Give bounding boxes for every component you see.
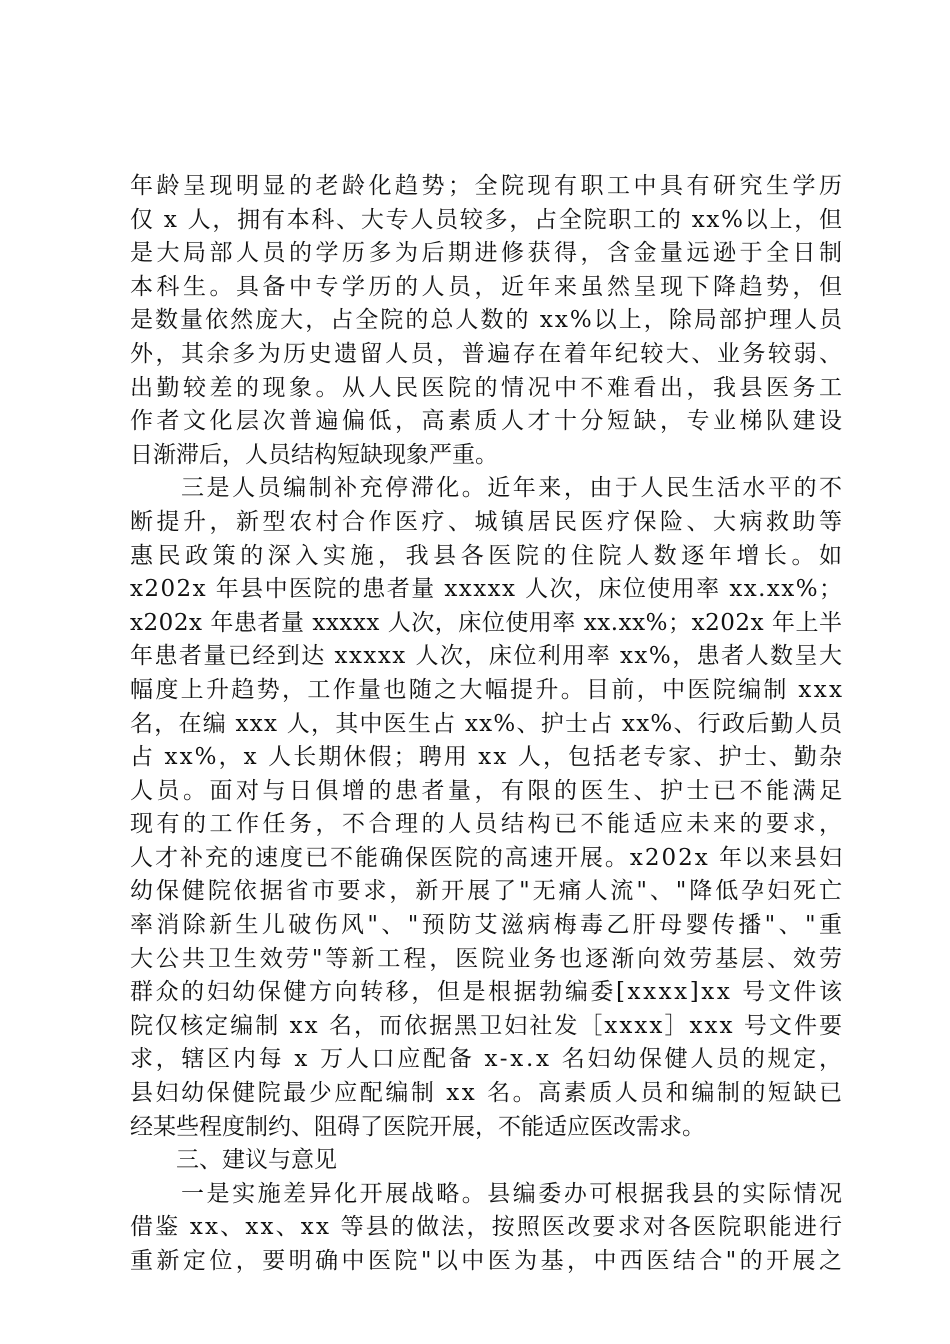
text-line-content: 幅度上升趋势，工作量也随之大幅提升。目前，中医院编制 xxx: [130, 676, 845, 703]
text-line: [130, 372, 846, 406]
text-line-content: 是大局部人员的学历多为后期进修获得，含金量远逊于全日制: [130, 240, 846, 267]
text-line-content: 本科生。具备中专学历的人员，近年来虽然呈现下降趋势，但: [130, 273, 846, 300]
text-line-content: x202x 年县中医院的患者量 xxxxx 人次，床位使用率 xx.xx%；: [130, 576, 844, 603]
text-line-content: 院仅核定编制 xx 名，而依据黑卫妇社发［xxxx］xxx 号文件要: [130, 1012, 845, 1039]
text-line-content: 借鉴 xx、xx、xx 等县的做法，按照医改要求对各医院职能进行: [130, 1214, 845, 1241]
text-line: [130, 808, 846, 842]
text-line: [130, 943, 845, 977]
text-line: [130, 708, 842, 742]
text-line-content: 三是人员编制补充停滞化。近年来，由于人民生活水平的不: [130, 475, 845, 502]
text-line: [130, 237, 846, 271]
text-line-content: 三、建议与意见: [130, 1147, 337, 1174]
text-line-content: 率消除新生儿破伤风"、"预防艾滋病梅毒乙肝母婴传播"、"重: [130, 912, 846, 939]
text-line: [130, 976, 845, 1010]
text-line-content: 惠民政策的深入实施，我县各医院的住院人数逐年增长。如: [130, 542, 847, 569]
text-line: [130, 741, 845, 775]
text-line: [130, 909, 846, 943]
text-line-content: 人员。面对与日俱增的患者量，有限的医生、护士已不能满足: [130, 777, 846, 804]
text-line-content: 大公共卫生效劳"等新工程，医院业务也逐渐向效劳基层、效劳: [130, 945, 845, 972]
text-line-content: 幼保健院依据省市要求，新开展了"无痛人流"、"降低孕妇死亡: [130, 878, 845, 905]
text-line: [130, 204, 842, 238]
text-line-content: 人才补充的速度已不能确保医院的高速开展。x202x 年以来县妇: [130, 844, 844, 871]
text-line-content: 名，在编 xxx 人，其中医生占 xx%、护士占 xx%、行政后勤人员: [130, 710, 844, 737]
text-line-content: 是数量依然庞大，占全院的总人数的 xx%以上，除局部护理人员: [130, 307, 845, 334]
text-line-content: 县妇幼保健院最少应配编制 xx 名。高素质人员和编制的短缺已: [130, 1080, 845, 1107]
text-line-content: 重新定位，要明确中医院"以中医为基，中西医结合"的开展之: [130, 1248, 846, 1274]
text-line-content: 外，其余多为历史遗留人员，普遍存在着年纪较大、业务较弱、: [130, 340, 845, 367]
text-line-content: 仅 x 人，拥有本科、大专人员较多，占全院职工的 xx%以上，但: [130, 206, 844, 233]
text-line-content: 求，辖区内每 x 万人口应配备 x-x.x 名妇幼保健人员的规定，: [130, 1046, 845, 1073]
text-line: [130, 506, 846, 540]
text-line: [130, 1010, 845, 1044]
text-line: [130, 271, 846, 305]
text-line: [130, 573, 842, 607]
text-line-content: 经某些程度制约、阻碍了医院开展，不能适应医改需求。: [130, 1113, 705, 1140]
text-line: [130, 540, 847, 574]
text-line: [130, 1144, 842, 1178]
text-line: [130, 405, 846, 439]
text-line: [130, 472, 845, 506]
body-text: [130, 170, 847, 1279]
text-line: [130, 1043, 845, 1077]
text-line: [130, 674, 845, 708]
text-line-content: 日渐滞后，人员结构短缺现象严重。: [130, 441, 498, 468]
text-line: [130, 1111, 842, 1145]
text-line: [130, 439, 842, 473]
text-line-content: 断提升，新型农村合作医疗、城镇居民医疗保险、大病救助等: [130, 508, 846, 535]
text-line: [130, 1245, 846, 1279]
text-line-content: 群众的妇幼保健方向转移，但是根据勃编委[xxxx]xx 号文件该: [130, 979, 845, 1006]
text-line: [130, 1077, 845, 1111]
text-line: [130, 607, 842, 641]
text-line: [130, 304, 845, 338]
text-line-content: 年患者量已经到达 xxxxx 人次，床位利用率 xx%，患者人数呈大: [130, 643, 844, 670]
text-line-content: 现有的工作任务，不合理的人员结构已不能适应未来的要求，: [130, 811, 846, 838]
text-line: [130, 842, 842, 876]
text-line: [130, 875, 845, 909]
text-line: [130, 1178, 845, 1212]
text-line-content: 作者文化层次普遍偏低，高素质人才十分短缺，专业梯队建设: [130, 408, 846, 435]
text-line-content: 年龄呈现明显的老龄化趋势；全院现有职工中具有研究生学历: [130, 173, 846, 199]
text-line: [130, 170, 846, 204]
text-line-content: 一是实施差异化开展战略。县编委办可根据我县的实际情况: [130, 1180, 845, 1207]
text-line-content: x202x 年患者量 xxxxx 人次，床位使用率 xx.xx%；x202x 年上半: [130, 609, 843, 636]
text-line-content: 出勤较差的现象。从人民医院的情况中不难看出，我县医务工: [130, 374, 846, 401]
text-line: [130, 775, 846, 809]
text-line: [130, 640, 842, 674]
text-line-content: 占 xx%，x 人长期休假；聘用 xx 人，包括老专家、护士、勤杂: [130, 744, 845, 771]
text-line: [130, 1211, 845, 1245]
text-line: [130, 338, 845, 372]
